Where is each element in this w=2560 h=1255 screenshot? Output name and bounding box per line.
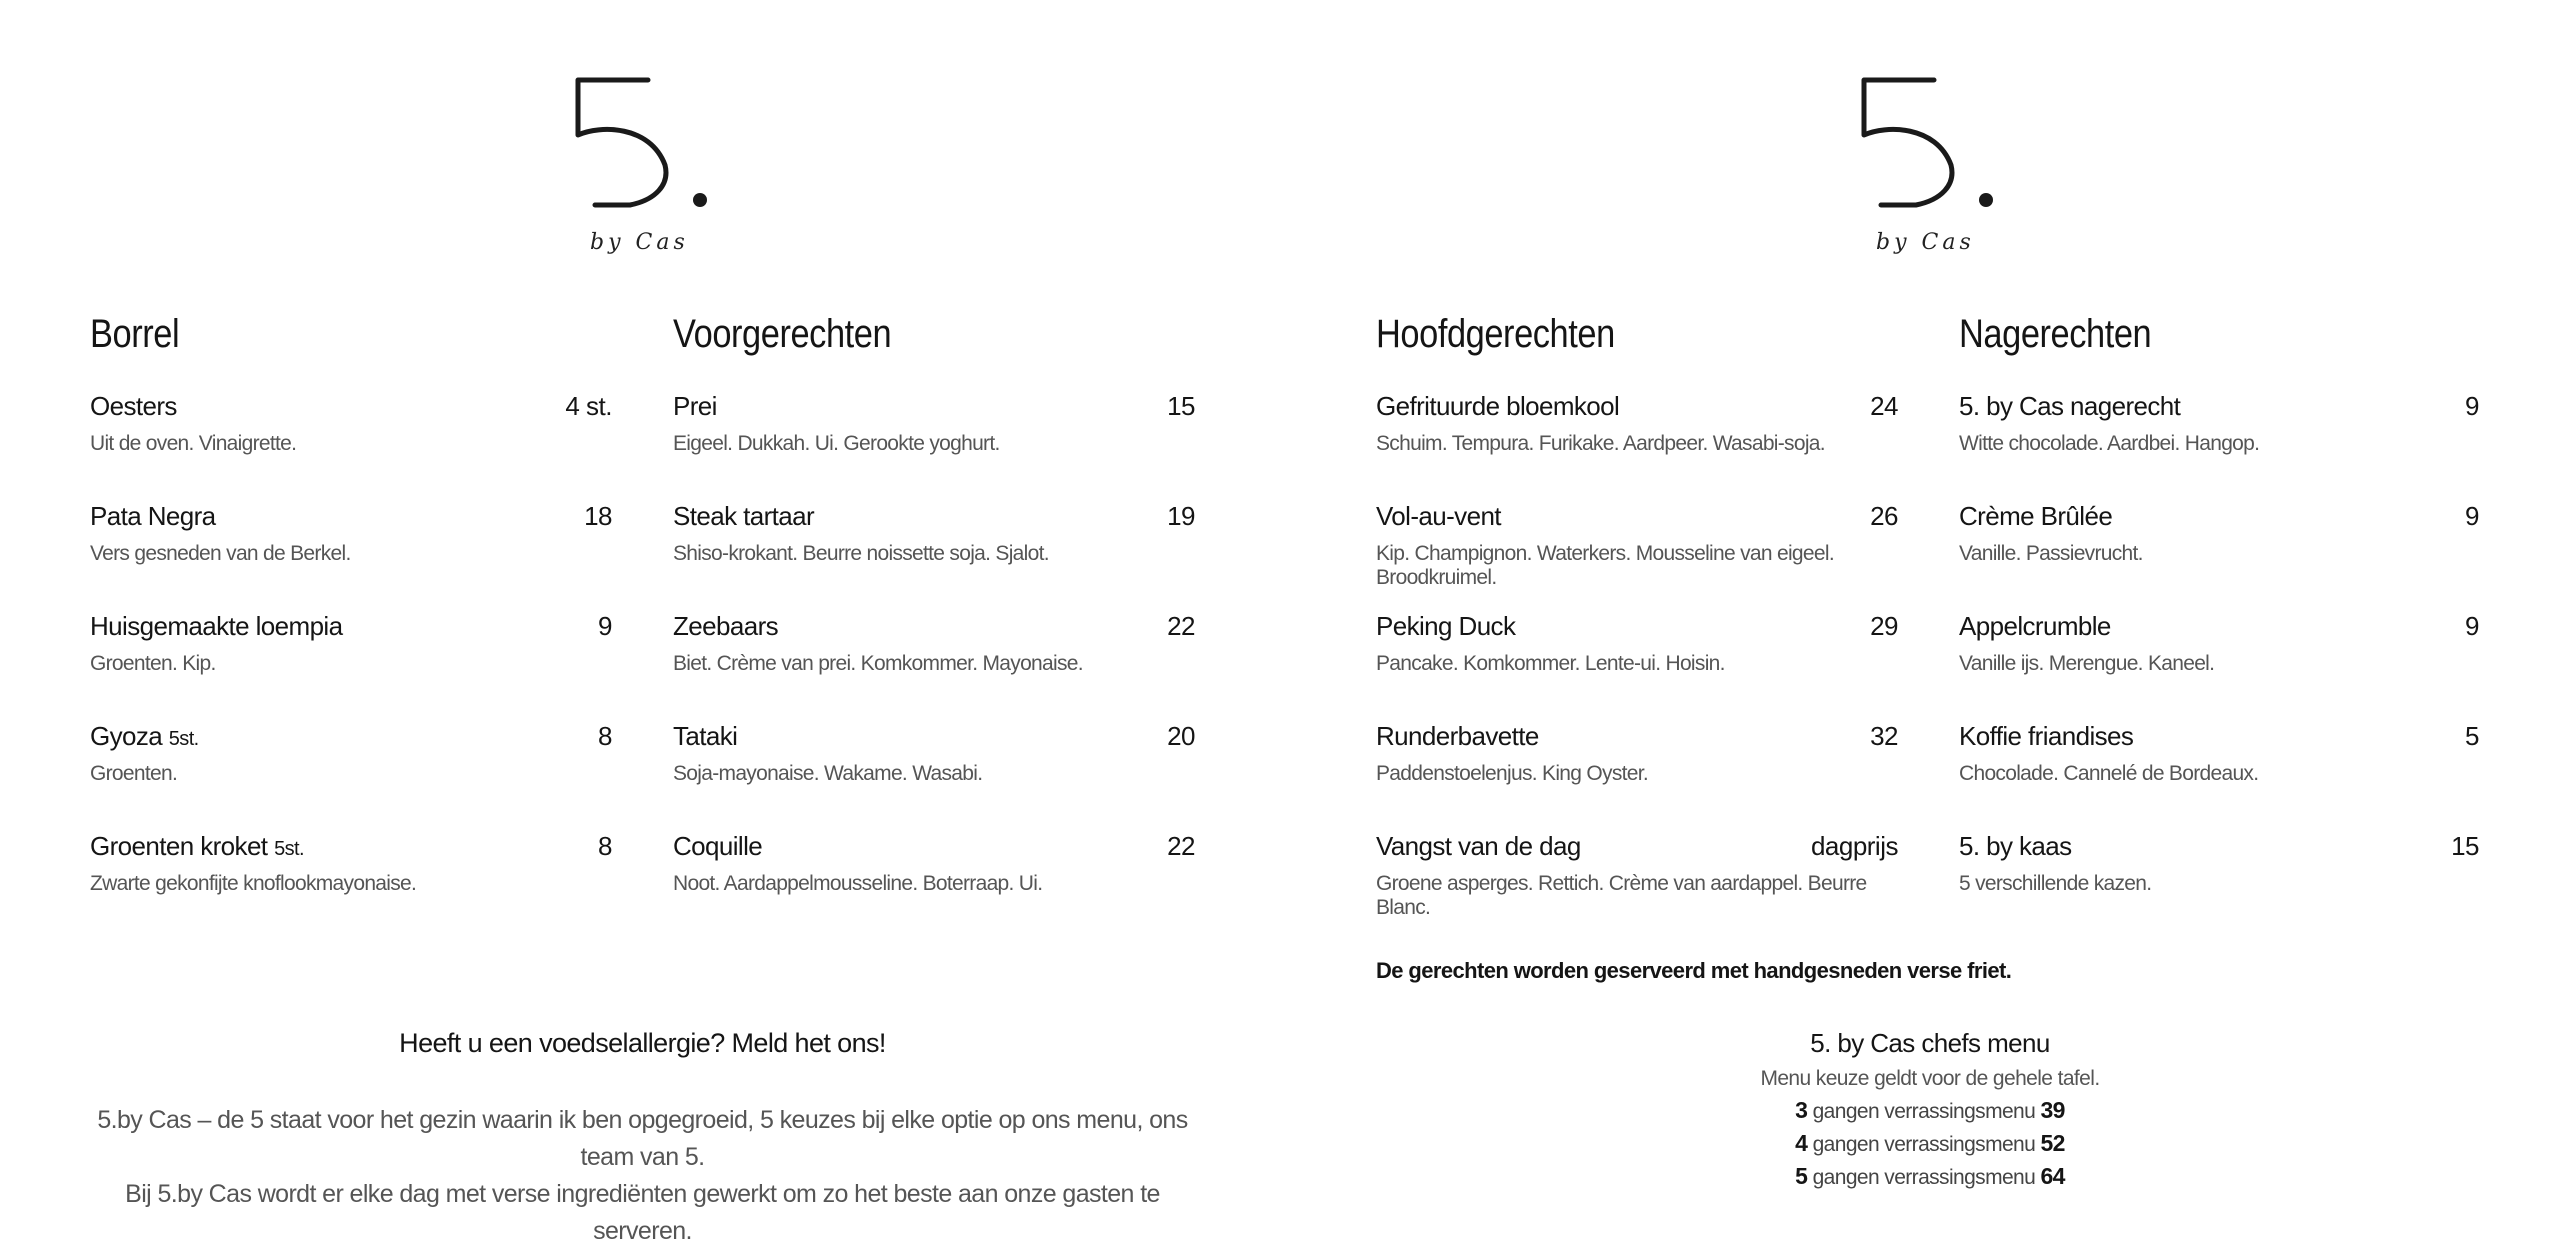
menu-item-row bbox=[1959, 721, 2479, 752]
menu-item-row bbox=[1376, 721, 1898, 752]
dish-price: dagprijs bbox=[1810, 831, 1898, 861]
dish-quantity: 5st. bbox=[168, 728, 199, 750]
dish-price: 9 bbox=[598, 611, 612, 641]
dish-name bbox=[90, 721, 199, 752]
menu-item-row bbox=[1376, 391, 1898, 422]
section-voorgerechten bbox=[673, 312, 1195, 941]
dish-price: 8 bbox=[598, 721, 612, 751]
dish-price: 20 bbox=[1167, 721, 1195, 751]
dish-title: Koffie friandises bbox=[1959, 721, 2134, 751]
menu-item bbox=[1959, 611, 2479, 721]
logo-signature: by Cas bbox=[590, 230, 689, 255]
menu-item-row bbox=[673, 501, 1195, 532]
dish-title: Prei bbox=[673, 391, 717, 421]
logo-five-mark bbox=[560, 70, 720, 220]
dish-name bbox=[1376, 391, 1619, 422]
menu-items bbox=[673, 391, 1195, 941]
dish-price: 9 bbox=[2465, 391, 2479, 421]
dish-name bbox=[673, 611, 778, 642]
dish-price: 22 bbox=[1167, 611, 1195, 641]
section-heading: Voorgerechten bbox=[673, 312, 892, 356]
dish-description: Noot. Aardappelmousseline. Boterraap. Ui. bbox=[673, 872, 1043, 895]
menu-items bbox=[1376, 391, 1898, 941]
dish-name bbox=[90, 391, 177, 422]
dish-description: Groenten. Kip. bbox=[90, 652, 216, 675]
dish-title: Appelcrumble bbox=[1959, 611, 2111, 641]
dish-description: Schuim. Tempura. Furikake. Aardpeer. Wasabi-soja. bbox=[1376, 432, 1825, 455]
menu-item-row bbox=[90, 831, 612, 862]
menu-item bbox=[1376, 391, 1898, 501]
dish-description: Pancake. Komkommer. Lente-ui. Hoisin. bbox=[1376, 652, 1725, 675]
dish-price: 8 bbox=[598, 831, 612, 861]
dish-title: Steak tartaar bbox=[673, 501, 815, 531]
about-text bbox=[90, 1102, 1195, 1250]
section-hoofdgerechten bbox=[1376, 312, 1898, 941]
dish-description: Vers gesneden van de Berkel. bbox=[90, 542, 351, 565]
dish-price: 32 bbox=[1870, 721, 1898, 751]
section-heading: Nagerechten bbox=[1959, 312, 2152, 356]
dish-price: 18 bbox=[584, 501, 612, 531]
dish-description: Paddenstoelenjus. King Oyster. bbox=[1376, 762, 1649, 785]
menu-item bbox=[1959, 501, 2479, 611]
chefs-menu-title: 5. by Cas chefs menu bbox=[1810, 1028, 2050, 1058]
course-count: 3 bbox=[1795, 1097, 1808, 1123]
dish-title: Zeebaars bbox=[673, 611, 779, 641]
dish-title: Coquille bbox=[673, 831, 763, 861]
menu-item bbox=[90, 391, 612, 501]
menu-item bbox=[673, 831, 1195, 941]
dish-name bbox=[1376, 501, 1501, 532]
dish-price: 19 bbox=[1167, 501, 1195, 531]
dish-title: Runderbavette bbox=[1376, 721, 1539, 751]
menu-item-row bbox=[1959, 391, 2479, 422]
dish-name bbox=[1959, 721, 2133, 752]
dish-description: Vanille. Passievrucht. bbox=[1959, 542, 2143, 565]
dish-name bbox=[1376, 831, 1581, 862]
menu-item-row bbox=[1959, 611, 2479, 642]
chefs-menu bbox=[1630, 1028, 2230, 1190]
dish-price: 22 bbox=[1167, 831, 1195, 861]
menu-item-row bbox=[1376, 501, 1898, 532]
dish-title: Vangst van de dag bbox=[1376, 831, 1581, 861]
section-heading: Hoofdgerechten bbox=[1376, 312, 1615, 356]
menu-item bbox=[1959, 831, 2479, 941]
dish-title: 5. by Cas nagerecht bbox=[1959, 391, 2181, 421]
dish-name bbox=[673, 391, 717, 422]
course-count: 4 bbox=[1795, 1130, 1808, 1156]
dish-description: Chocolade. Cannelé de Bordeaux. bbox=[1959, 762, 2259, 785]
menu-item bbox=[673, 391, 1195, 501]
logo-five-mark bbox=[1846, 70, 2006, 220]
menu-item bbox=[1376, 721, 1898, 831]
chefs-menu-subtitle: Menu keuze geldt voor de gehele tafel. bbox=[1760, 1067, 2100, 1090]
course-label: gangen verrassingsmenu bbox=[1807, 1100, 2041, 1123]
dish-description: 5 verschillende kazen. bbox=[1959, 872, 2152, 895]
dish-price: 9 bbox=[2465, 501, 2479, 531]
menu-item bbox=[90, 611, 612, 721]
dish-name bbox=[1959, 391, 2180, 422]
dish-title: Gefrituurde bloemkool bbox=[1376, 391, 1620, 421]
dish-title: Huisgemaakte loempia bbox=[90, 611, 343, 641]
about-line: 5.by Cas – de 5 staat voor het gezin waarin ik ben opgegroeid, 5 keuzes bij elke optie op ons menu, ons team van 5. bbox=[97, 1106, 1188, 1171]
menu-item-row bbox=[673, 831, 1195, 862]
dish-name bbox=[90, 611, 342, 642]
menu-item bbox=[1959, 721, 2479, 831]
dish-name bbox=[90, 501, 216, 532]
menu-item bbox=[673, 501, 1195, 611]
menu-item-row bbox=[673, 721, 1195, 752]
dish-price: 5 bbox=[2465, 721, 2479, 751]
dish-price: 24 bbox=[1870, 391, 1898, 421]
fries-note: De gerechten worden geserveerd met handgesneden verse friet. bbox=[1376, 958, 2012, 983]
dish-name bbox=[673, 721, 737, 752]
dish-description: Zwarte gekonfijte knoflookmayonaise. bbox=[90, 872, 417, 895]
dish-description: Soja-mayonaise. Wakame. Wasabi. bbox=[673, 762, 983, 785]
menu-items bbox=[90, 391, 612, 941]
menu-item-row bbox=[1376, 831, 1898, 862]
course-label: gangen verrassingsmenu bbox=[1807, 1166, 2041, 1189]
dish-price: 26 bbox=[1870, 501, 1898, 531]
section-borrel bbox=[90, 312, 612, 941]
dish-description: Kip. Champignon. Waterkers. Mousseline van eigeel. Broodkruimel. bbox=[1376, 542, 1834, 589]
dish-price: 15 bbox=[1167, 391, 1195, 421]
chefs-menu-option bbox=[1630, 1163, 2230, 1190]
menu-item bbox=[90, 721, 612, 831]
logo-right bbox=[1846, 70, 2006, 270]
menu-item-row bbox=[1959, 501, 2479, 532]
dish-title: Groenten kroket bbox=[90, 831, 275, 861]
dish-name bbox=[1959, 831, 2072, 862]
dish-quantity: 5st. bbox=[274, 838, 304, 860]
chefs-menu-options bbox=[1630, 1097, 2230, 1190]
menu-items bbox=[1959, 391, 2479, 941]
menu-item bbox=[673, 721, 1195, 831]
dish-name bbox=[1959, 611, 2111, 642]
course-price: 64 bbox=[2040, 1163, 2065, 1189]
menu-item bbox=[90, 831, 612, 941]
course-price: 52 bbox=[2040, 1130, 2065, 1156]
dish-name bbox=[673, 831, 762, 862]
dish-description: Groene asperges. Rettich. Crème van aardappel. Beurre Blanc. bbox=[1376, 872, 1867, 919]
menu-item-row bbox=[90, 501, 612, 532]
menu-item bbox=[1376, 501, 1898, 611]
menu-item-row bbox=[673, 391, 1195, 422]
dish-price: 9 bbox=[2465, 611, 2479, 641]
dish-title: Gyoza bbox=[90, 721, 169, 751]
menu-item-row bbox=[90, 391, 612, 422]
dish-description: Shiso-krokant. Beurre noissette soja. Sjalot. bbox=[673, 542, 1049, 565]
menu-item bbox=[1959, 391, 2479, 501]
course-label: gangen verrassingsmenu bbox=[1807, 1133, 2041, 1156]
dish-description: Witte chocolade. Aardbei. Hangop. bbox=[1959, 432, 2260, 455]
dish-title: Tataki bbox=[673, 721, 738, 751]
dish-title: Oesters bbox=[90, 391, 177, 421]
dish-title: Peking Duck bbox=[1376, 611, 1516, 641]
course-price: 39 bbox=[2040, 1097, 2065, 1123]
allergy-notice: Heeft u een voedselallergie? Meld het ons! bbox=[399, 1028, 886, 1058]
about-line: Bij 5.by Cas wordt er elke dag met verse ingrediënten gewerkt om zo het beste aan onze gasten te serveren. bbox=[125, 1180, 1160, 1245]
dish-name bbox=[1959, 501, 2112, 532]
dish-description: Vanille ijs. Merengue. Kaneel. bbox=[1959, 652, 2215, 675]
course-count: 5 bbox=[1795, 1163, 1808, 1189]
dish-title: 5. by kaas bbox=[1959, 831, 2072, 861]
dish-name bbox=[1376, 721, 1539, 752]
menu-item-row bbox=[90, 611, 612, 642]
dish-name bbox=[90, 831, 304, 862]
dish-description: Uit de oven. Vinaigrette. bbox=[90, 432, 297, 455]
menu-item bbox=[1376, 831, 1898, 941]
dish-title: Pata Negra bbox=[90, 501, 216, 531]
dish-name bbox=[1376, 611, 1515, 642]
chefs-menu-option bbox=[1630, 1097, 2230, 1124]
menu-item-row bbox=[90, 721, 612, 752]
dish-name bbox=[673, 501, 814, 532]
menu-item bbox=[90, 501, 612, 611]
dish-price: 15 bbox=[2451, 831, 2479, 861]
section-nagerechten bbox=[1959, 312, 2479, 941]
dish-title: Crème Brûlée bbox=[1959, 501, 2113, 531]
dish-title: Vol-au-vent bbox=[1376, 501, 1501, 531]
dish-description: Eigeel. Dukkah. Ui. Gerookte yoghurt. bbox=[673, 432, 1000, 455]
dish-description: Biet. Crème van prei. Komkommer. Mayonaise. bbox=[673, 652, 1083, 675]
logo-left bbox=[560, 70, 720, 270]
section-heading: Borrel bbox=[90, 312, 180, 356]
dish-price: 29 bbox=[1870, 611, 1898, 641]
menu-item bbox=[1376, 611, 1898, 721]
menu-item bbox=[673, 611, 1195, 721]
chefs-menu-option bbox=[1630, 1130, 2230, 1157]
dish-price: 4 st. bbox=[565, 391, 612, 421]
menu-item-row bbox=[1376, 611, 1898, 642]
logo-signature: by Cas bbox=[1876, 230, 1975, 255]
dish-description: Groenten. bbox=[90, 762, 178, 785]
menu-item-row bbox=[673, 611, 1195, 642]
menu-item-row bbox=[1959, 831, 2479, 862]
